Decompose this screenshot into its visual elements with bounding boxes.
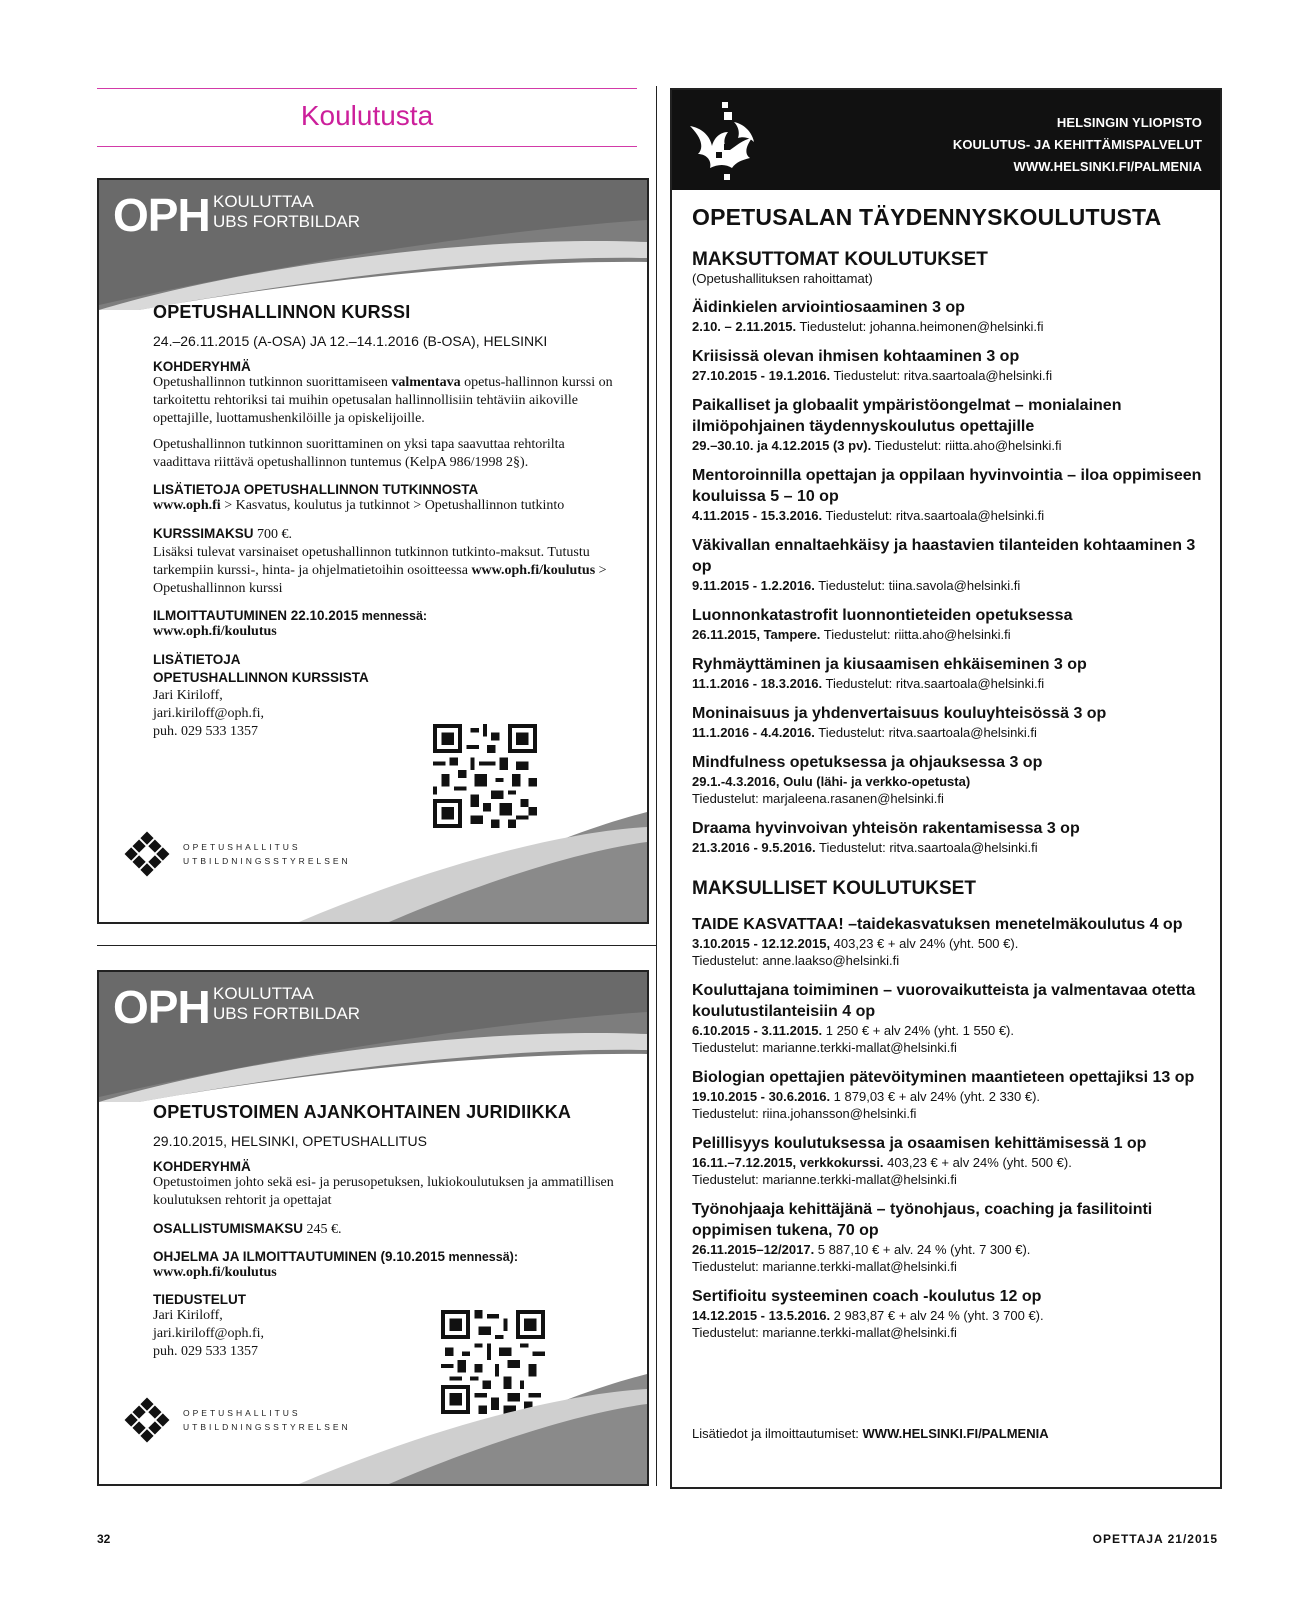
registration-label: ILMOITTAUTUMINEN 22.10.2015 mennessä:	[153, 608, 428, 623]
course-meta: 11.1.2016 - 18.3.2016. Tiedustelut: ritva.saartoala@helsinki.fi	[692, 676, 1045, 691]
course-item	[692, 297, 1208, 335]
course-contact: Tiedustelut: marianne.terkki-mallat@helsinki.fi	[692, 1172, 957, 1187]
free-course-list	[692, 297, 1208, 856]
free-courses-title: MAKSUTTOMAT KOULUTUKSET	[692, 249, 988, 270]
oph-ad-content	[153, 302, 623, 741]
target-label: KOHDERYHMÄ	[153, 1159, 251, 1174]
program-label: OHJELMA JA ILMOITTAUTUMINEN (9.10.2015 mennessä):	[153, 1249, 518, 1264]
hy-main-title: OPETUSALAN TÄYDENNYSKOULUTUSTA	[692, 204, 1162, 230]
course-item	[692, 346, 1208, 384]
course-title: Äidinkielen arviointiosaaminen 3 op	[692, 299, 965, 316]
target-label: KOHDERYHMÄ	[153, 359, 251, 374]
fee-text: Lisäksi tulevat varsinaiset opetushallinnon tutkinnon tutkinto-maksut. Tutustu tarkempiin kurssi-, hinta- ja ohjelmatietoihin osoitteessa www.oph.fi/koulutus > Opetushallinnon kurssi	[153, 545, 607, 596]
oph-tagline-2: UBS FORTBILDAR	[213, 1004, 361, 1023]
target-text: Opetushallinnon tutkinnon suorittamiseen valmentava opetus-hallinnon kurssi on tarkoitettu rehtoriksi tai muihin opetusalan hallinnollisiin tehtäviin aikoville opettajille, luottamushenkilöille ja opiskelijoille.	[153, 375, 613, 426]
contact-name: Jari Kiriloff,	[153, 1308, 223, 1323]
section-rule-bottom	[97, 146, 637, 147]
opetushallitus-logo-icon	[119, 826, 175, 882]
course-meta: 14.12.2015 - 13.5.2016. 2 983,87 € + alv 24 % (yht. 3 700 €).	[692, 1308, 1044, 1323]
course-contact: Tiedustelut: marianne.terkki-mallat@helsinki.fi	[692, 1259, 957, 1274]
course-meta: 16.11.–7.12.2015, verkkokurssi. 403,23 € + alv 24% (yht. 500 €).	[692, 1155, 1072, 1170]
more-info-text: www.oph.fi > Kasvatus, koulutus ja tutkinnot > Opetushallinnon tutkinto	[153, 498, 565, 513]
course-title: Väkivallan ennaltaehkäisy ja haastavien tilanteiden kohtaaminen 3 op	[692, 537, 1196, 575]
course-title: Moninaisuus ja yhdenvertaisuus kouluyhteisössä 3 op	[692, 705, 1107, 722]
more-info-label: LISÄTIETOJA OPETUSHALLINNON TUTKINNOSTA	[153, 482, 479, 497]
hy-body	[692, 204, 1208, 1341]
page-number: 32	[97, 1532, 111, 1546]
course-title: Mindfulness opetuksessa ja ohjauksessa 3 op	[692, 754, 1043, 771]
contact-label: TIEDUSTELUT	[153, 1292, 246, 1307]
oph-tagline-1: KOULUTTAA	[213, 192, 314, 211]
registration-link[interactable]: www.oph.fi/koulutus	[153, 624, 277, 639]
course-title: Sertifioitu systeeminen coach -koulutus 12 op	[692, 1288, 1042, 1305]
course-item	[692, 1199, 1208, 1275]
course-item	[692, 818, 1208, 856]
course-meta: 19.10.2015 - 30.6.2016. 1 879,03 € + alv 24% (yht. 2 330 €).	[692, 1089, 1041, 1104]
oph-logo: OPH	[113, 981, 210, 1033]
hy-header	[672, 90, 1220, 190]
hy-university-name: HELSINGIN YLIOPISTO	[1056, 115, 1202, 130]
course-meta: 21.3.2016 - 9.5.2016. Tiedustelut: ritva.saartoala@helsinki.fi	[692, 840, 1038, 855]
magazine-issue: OPETTAJA 21/2015	[1092, 1532, 1218, 1546]
course-meta: 26.11.2015, Tampere. Tiedustelut: riitta.aho@helsinki.fi	[692, 627, 1011, 642]
oph-tagline-2: UBS FORTBILDAR	[213, 212, 361, 231]
ad-date: 29.10.2015, HELSINKI, OPETUSHALLITUS	[153, 1133, 427, 1149]
hy-website-link[interactable]: WWW.HELSINKI.FI/PALMENIA	[1013, 159, 1202, 174]
course-meta: 3.10.2015 - 12.12.2015, 403,23 € + alv 24% (yht. 500 €).	[692, 936, 1019, 951]
fee-line: OSALLISTUMISMAKSU 245 €.	[153, 1221, 342, 1237]
target-text: Opetustoimen johto sekä esi- ja perusopetuksen, lukiokoulutuksen ja ammatillisen koulutuksen rehtorit ja opettajat	[153, 1175, 614, 1208]
oph-ad-course	[97, 178, 649, 924]
course-title: Kriisissä olevan ihmisen kohtaaminen 3 op	[692, 348, 1020, 365]
course-meta: 26.11.2015–12/2017. 5 887,10 € + alv. 24 % (yht. 7 300 €).	[692, 1242, 1031, 1257]
palmenia-link[interactable]: WWW.HELSINKI.FI/PALMENIA	[862, 1426, 1049, 1441]
course-meta: 9.11.2015 - 1.2.2016. Tiedustelut: tiina.savola@helsinki.fi	[692, 578, 1021, 593]
oph-tagline-1: KOULUTTAA	[213, 984, 314, 1003]
paid-courses-title: MAKSULLISET KOULUTUKSET	[692, 878, 976, 899]
helsinki-university-ad	[670, 88, 1222, 1489]
course-contact: Tiedustelut: marianne.terkki-mallat@helsinki.fi	[692, 1325, 957, 1340]
course-item	[692, 1286, 1208, 1341]
paid-course-list	[692, 914, 1208, 1341]
course-meta: 6.10.2015 - 3.11.2015. 1 250 € + alv 24% (yht. 1 550 €).	[692, 1023, 1014, 1038]
contact-label: LISÄTIETOJA OPETUSHALLINNON KURSSISTA	[153, 652, 369, 685]
ad-title: OPETUSTOIMEN AJANKOHTAINEN JURIDIIKKA	[153, 1102, 572, 1122]
course-meta: 29.–30.10. ja 4.12.2015 (3 pv). Tiedustelut: riitta.aho@helsinki.fi	[692, 438, 1062, 453]
qualification-text: Opetushallinnon tutkinnon suorittaminen on yksi tapa saavuttaa rehtorilta vaadittava riittävä opetushallinnon tuntemus (KelpA 986/1998 2§).	[153, 437, 565, 470]
course-item	[692, 703, 1208, 741]
hy-footer: Lisätiedot ja ilmoittautumiset: WWW.HELSINKI.FI/PALMENIA	[692, 1426, 1049, 1441]
course-title: Biologian opettajien pätevöityminen maantieteen opettajiksi 13 op	[692, 1069, 1195, 1086]
oph-link[interactable]: www.oph.fi	[153, 498, 221, 513]
ad-date: 24.–26.11.2015 (A-OSA) JA 12.–14.1.2016 (B-OSA), HELSINKI	[153, 333, 548, 349]
opetushallitus-logo-text: OPETUSHALLITUS UTBILDNINGSSTYRELSEN	[183, 1408, 351, 1432]
course-contact: Tiedustelut: riina.johansson@helsinki.fi	[692, 1106, 917, 1121]
course-item	[692, 1067, 1208, 1122]
hy-header-text	[953, 112, 1202, 178]
course-title: Paikalliset ja globaalit ympäristöongelmat – monialainen ilmiöpohjainen täydennyskoulutus opettajille	[692, 397, 1122, 435]
course-meta: 4.11.2015 - 15.3.2016. Tiedustelut: ritva.saartoala@helsinki.fi	[692, 508, 1045, 523]
course-title: Kouluttajana toimiminen – vuorovaikutteista ja valmentavaa otetta koulutustilanteisiin 4 op	[692, 982, 1196, 1020]
course-title: Työnohjaaja kehittäjänä – työnohjaus, coaching ja fasilitointi oppimisen tukena, 70 op	[692, 1201, 1153, 1239]
course-item	[692, 654, 1208, 692]
course-meta: 29.1.-4.3.2016, Oulu (lähi- ja verkko-opetusta)	[692, 774, 971, 789]
ad-title: OPETUSHALLINNON KURSSI	[153, 302, 411, 322]
course-title: Pelillisyys koulutuksessa ja osaamisen kehittämisessä 1 op	[692, 1135, 1147, 1152]
ad-divider	[97, 945, 657, 946]
course-title: Draama hyvinvoivan yhteisön rakentamisessa 3 op	[692, 820, 1080, 837]
column-divider	[656, 86, 657, 1486]
bottom-swoosh	[99, 1374, 647, 1484]
contact-email[interactable]: jari.kiriloff@oph.fi,	[153, 706, 265, 721]
oph-logo: OPH	[113, 189, 210, 241]
course-item	[692, 1133, 1208, 1188]
koulutus-link[interactable]: www.oph.fi/koulutus	[471, 563, 596, 578]
section-title: Koulutusta	[300, 100, 434, 131]
contact-name: Jari Kiriloff,	[153, 688, 223, 703]
course-meta: 11.1.2016 - 4.4.2016. Tiedustelut: ritva.saartoala@helsinki.fi	[692, 725, 1037, 740]
course-meta: 27.10.2015 - 19.1.2016. Tiedustelut: ritva.saartoala@helsinki.fi	[692, 368, 1053, 383]
flame-icon	[680, 98, 776, 186]
free-courses-note: (Opetushallituksen rahoittamat)	[692, 271, 873, 286]
course-title: TAIDE KASVATTAA! –taidekasvatuksen menetelmäkoulutus 4 op	[692, 916, 1183, 933]
course-item	[692, 535, 1208, 594]
course-item	[692, 752, 1208, 807]
opetushallitus-logo-text: OPETUSHALLITUS UTBILDNINGSSTYRELSEN	[183, 842, 351, 866]
course-contact: Tiedustelut: marianne.terkki-mallat@helsinki.fi	[692, 1040, 957, 1055]
course-title: Mentoroinnilla opettajan ja oppilaan hyvinvointia – iloa oppimiseen kouluissa 5 – 10 op	[692, 467, 1202, 505]
program-link[interactable]: www.oph.fi/koulutus	[153, 1265, 277, 1280]
opetushallitus-logo-icon	[119, 1392, 175, 1448]
course-contact: Tiedustelut: anne.laakso@helsinki.fi	[692, 953, 900, 968]
section-rule-top	[97, 88, 637, 89]
course-item	[692, 980, 1208, 1056]
oph-ad-juridiikka	[97, 970, 649, 1486]
course-item	[692, 914, 1208, 969]
course-meta: 2.10. – 2.11.2015. Tiedustelut: johanna.heimonen@helsinki.fi	[692, 319, 1044, 334]
course-title: Luonnonkatastrofit luonnontieteiden opetuksessa	[692, 607, 1073, 624]
course-item	[692, 395, 1208, 454]
contact-phone: puh. 029 533 1357	[153, 724, 258, 739]
course-item	[692, 465, 1208, 524]
oph-ad-content	[153, 1102, 623, 1361]
hy-department: KOULUTUS- JA KEHITTÄMISPALVELUT	[952, 137, 1202, 152]
course-contact: Tiedustelut: marjaleena.rasanen@helsinki.fi	[692, 791, 944, 806]
contact-phone: puh. 029 533 1357	[153, 1344, 258, 1359]
course-title: Ryhmäyttäminen ja kiusaamisen ehkäiseminen 3 op	[692, 656, 1087, 673]
contact-email[interactable]: jari.kiriloff@oph.fi,	[153, 1326, 265, 1341]
course-item	[692, 605, 1208, 643]
bottom-swoosh	[99, 812, 647, 922]
fee-line: KURSSIMAKSU 700 €.	[153, 526, 293, 542]
